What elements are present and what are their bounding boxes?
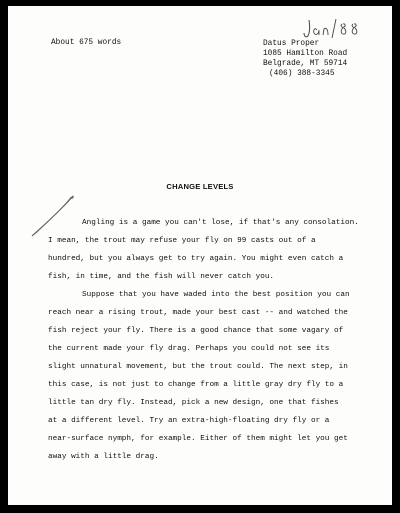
author-address [263, 39, 347, 79]
body-line: near-surface nymph, for example. Either of them might let you get [48, 435, 348, 443]
handwritten-note [303, 16, 375, 40]
body-line: the current made your fly drag. Perhaps you could not see its [48, 345, 330, 353]
body-line: at a different level. Try an extra-high-floating dry fly or a [48, 417, 330, 425]
body-line: little tan dry fly. Instead, pick a new design, one that fishes [48, 399, 339, 407]
body-line: Angling is a game you can't lose, if that's any consolation. [82, 219, 359, 227]
body-line: slight unnatural movement, but the trout could. The next step, in [48, 363, 348, 371]
body-line: this case, is not just to change from a little gray dry fly to a [48, 381, 344, 389]
document-page [8, 6, 392, 505]
body-line: reach near a rising trout, made your best cast -- and watched the [48, 309, 348, 317]
body-line: fish, in time, and the fish will never catch you. [48, 273, 275, 281]
word-count: About 675 words [51, 39, 122, 47]
author-name: Datus Proper [263, 40, 320, 48]
body-line: I mean, the trout may refuse your fly on 99 casts out of a [48, 237, 316, 245]
body-line: away with a little drag. [48, 453, 159, 461]
article-body [48, 214, 364, 466]
article-title: CHANGE LEVELS [166, 182, 234, 191]
city-state-zip: Belgrade, MT 59714 [263, 60, 348, 68]
body-line: fish reject your fly. There is a good chance that some vagary of [48, 327, 344, 335]
body-line: Suppose that you have waded into the best position you can [82, 291, 350, 299]
phone-number: (406) 388-3345 [269, 70, 335, 78]
street-address: 1085 Hamilton Road [263, 50, 348, 58]
body-line: hundred, but you always get to try again. You might even catch a [48, 255, 344, 263]
